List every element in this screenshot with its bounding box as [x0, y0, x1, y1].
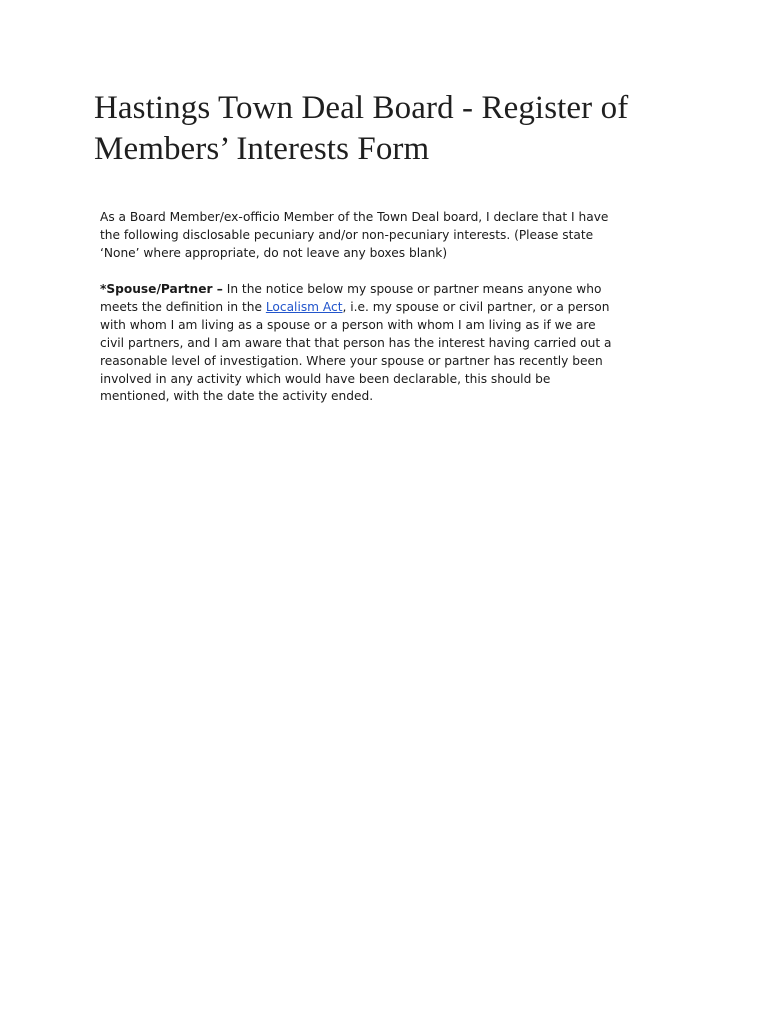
spouse-partner-text-start: In the notice below my spouse or partner means anyone who meets the definition in the	[100, 282, 602, 314]
spouse-partner-paragraph	[100, 281, 620, 406]
spouse-partner-heading: *Spouse/Partner –	[100, 282, 223, 296]
declaration-paragraph: As a Board Member/ex-officio Member of the Town Deal board, I declare that I have the following disclosable pecuniary and/or non-pecuniary interests. (Please state ‘None’ where appropriate, do not leave any boxes blank)	[100, 210, 609, 260]
localism-act-link[interactable]: Localism Act	[265, 299, 343, 314]
spouse-partner-text-end: , i.e. my spouse or civil partner, or a person with whom I am living as a spouse or a person with whom I am living as if we are civil partners, and I am aware that that person has the interest having carried out a reasonable level of investigation. Where your spouse or partner has recently been involved in any activity which would have been declarable, this should be mentioned, with the date the activity ended.	[100, 299, 612, 404]
document-title: Hastings Town Deal Board - Register of Members’ Interests Form	[94, 90, 629, 167]
